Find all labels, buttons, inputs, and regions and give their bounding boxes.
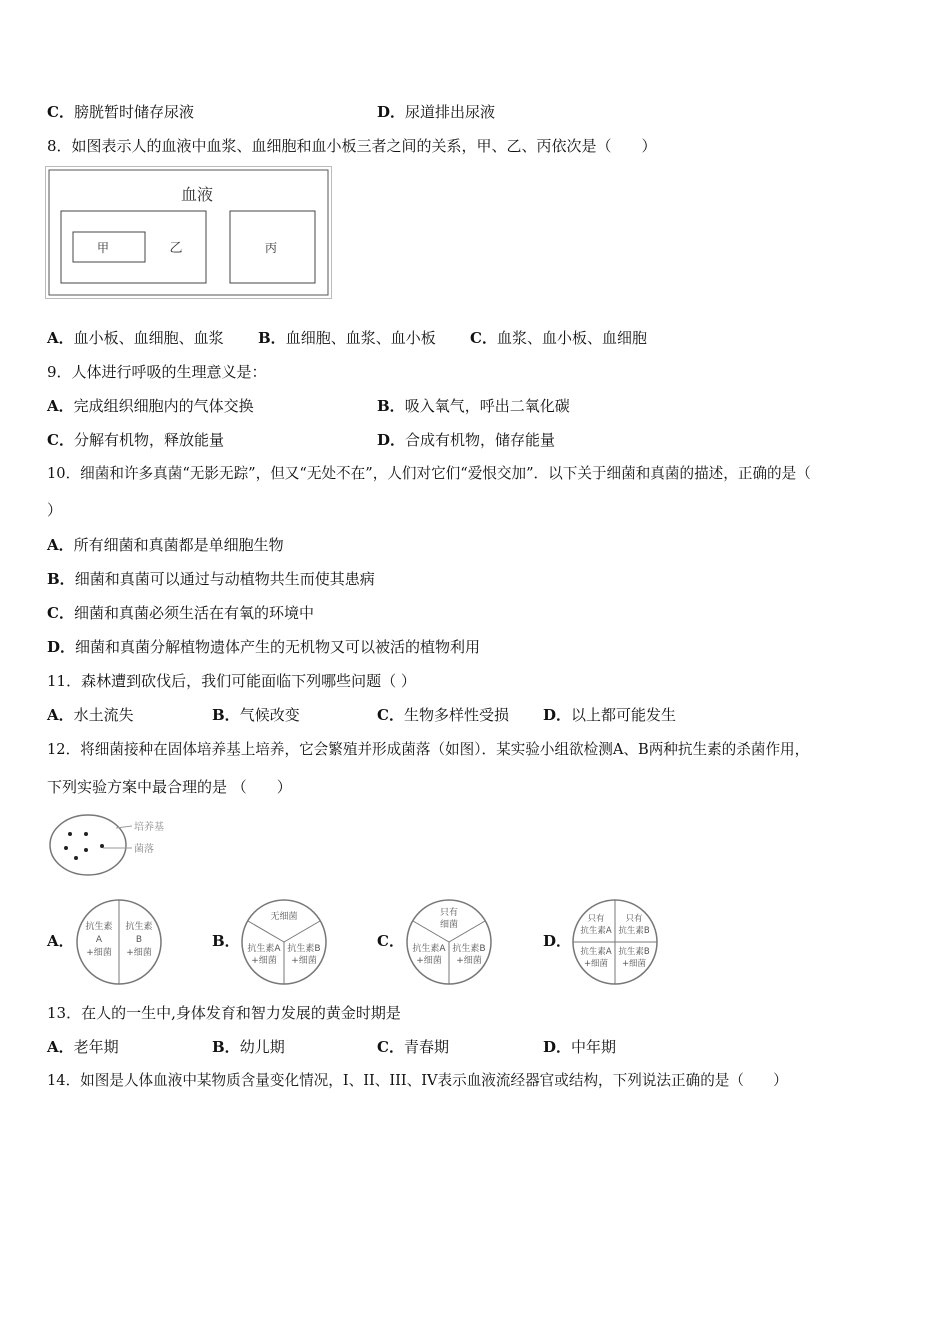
option-letter: B． — [47, 570, 75, 588]
dish-b-top: 无细菌 — [270, 912, 298, 922]
q10-option-a — [47, 535, 284, 555]
option-text: 所有细菌和真菌都是单细胞生物 — [73, 536, 284, 554]
option-text: 中年期 — [571, 1038, 617, 1056]
q12-dish-d — [570, 897, 660, 987]
q8-blood-diagram — [45, 166, 333, 300]
q8-option-a — [47, 328, 224, 348]
q14-stem: 14．如图是人体血液中某物质含量变化情况，I、II、III、IV表示血液流经器官或结构，下列说法正确的是（ ） — [47, 1072, 788, 1089]
q10-stem-line1: 10．细菌和许多真菌“无影无踪”，但又“无处不在”，人们对它们“爱恨交加”．以下关于细菌和真菌的描述，正确的是（ — [47, 465, 811, 482]
option-text: 气候改变 — [239, 706, 300, 724]
option-text: 血细胞、血浆、血小板 — [285, 329, 436, 347]
q11-option-c — [377, 705, 509, 725]
option-letter: C． — [377, 1038, 404, 1056]
q11-option-a — [47, 705, 134, 725]
q10-stem-line2: ） — [47, 501, 63, 519]
q13-option-d — [543, 1037, 616, 1057]
option-text: 细菌和真菌可以通过与动植物共生而使其患病 — [74, 570, 375, 588]
q12-option-d — [543, 931, 571, 951]
dish-b-right-line1: 抗生素B — [287, 944, 321, 954]
dish-d-bl-line2: +细菌 — [583, 959, 609, 969]
option-letter: B． — [212, 706, 240, 724]
q10-option-b — [47, 569, 375, 589]
dish-c-right-line2: +细菌 — [456, 956, 482, 966]
q10-option-d — [47, 637, 480, 657]
option-letter: B． — [212, 932, 240, 950]
q13-option-a — [47, 1037, 119, 1057]
dish-divider — [248, 921, 284, 942]
option-text: 青春期 — [403, 1038, 449, 1056]
q10-option-c — [47, 603, 314, 623]
option-letter: B． — [258, 329, 286, 347]
option-letter: A． — [47, 706, 74, 724]
dish-d-bl-line1: 抗生素A — [580, 947, 612, 957]
option-letter: D． — [543, 1038, 572, 1056]
q11-option-b — [212, 705, 300, 725]
q13-option-b — [212, 1037, 285, 1057]
q8-stem: 8．如图表示人的血液中血浆、血细胞和血小板三者之间的关系，甲、乙、丙依次是（ ） — [47, 137, 657, 155]
dish-c-left-line1: 抗生素A — [412, 944, 446, 954]
q9-option-b — [377, 396, 570, 416]
dish-a-left-line3: +细菌 — [86, 948, 112, 958]
option-text: 以上都可能发生 — [571, 706, 677, 724]
option-text: 幼儿期 — [239, 1038, 285, 1056]
q13-stem: 13．在人的一生中,身体发育和智力发展的黄金时期是 — [47, 1004, 401, 1022]
option-letter: C． — [470, 329, 497, 347]
option-text: 分解有机物，释放能量 — [73, 431, 224, 449]
colony-dot — [68, 832, 72, 836]
option-text: 老年期 — [73, 1038, 119, 1056]
q9-option-c — [47, 430, 224, 450]
dish-b-left-line2: +细菌 — [251, 956, 277, 966]
dish-b-left-line1: 抗生素A — [247, 944, 281, 954]
q8-option-b — [258, 328, 436, 348]
q9-stem: 9．人体进行呼吸的生理意义是： — [47, 363, 267, 381]
dish-b-right-line2: +细菌 — [291, 956, 317, 966]
option-text: 膀胱暂时储存尿液 — [73, 103, 194, 121]
q12-stem-line1: 12．将细菌接种在固体培养基上培养，它会繁殖并形成菌落（如图）．某实验小组欲检测A、B两种抗生素的杀菌作用， — [47, 741, 810, 758]
dish-c-top-line2: 细菌 — [439, 920, 459, 930]
q12-dish-a — [74, 897, 164, 987]
dish-d-tr-line1: 只有 — [625, 914, 643, 924]
label-colony: 菌落 — [134, 844, 154, 855]
option-letter: B． — [377, 397, 405, 415]
option-letter: D． — [543, 706, 572, 724]
option-text: 完成组织细胞内的气体交换 — [73, 397, 254, 415]
option-text: 水土流失 — [73, 706, 134, 724]
option-text: 尿道排出尿液 — [405, 103, 496, 121]
option-letter: C． — [47, 103, 74, 121]
dish-a-right-line1: 抗生素 — [125, 922, 153, 932]
q12-option-b — [212, 931, 240, 951]
q12-dish-c — [404, 897, 494, 987]
dish-a-right-line2: B — [135, 935, 143, 945]
option-text: 合成有机物，储存能量 — [405, 431, 556, 449]
dish-d-tr-line2: 抗生素B — [618, 926, 650, 936]
dish-c-right-line1: 抗生素B — [452, 944, 486, 954]
yi-label: 乙 — [169, 241, 183, 256]
q12-stem-line2: 下列实验方案中最合理的是 （ ） — [47, 778, 292, 796]
option-letter: D． — [543, 932, 572, 950]
q7-option-d — [377, 102, 495, 122]
q11-option-d — [543, 705, 676, 725]
dish-d-tl-line2: 抗生素A — [580, 926, 612, 936]
dish-a-left-line2: A — [95, 935, 103, 945]
q11-stem: 11．森林遭到砍伐后，我们可能面临下列哪些问题（ ） — [47, 672, 416, 690]
dish-a-right-line3: +细菌 — [126, 948, 152, 958]
option-letter: C． — [47, 604, 74, 622]
option-text: 血浆、血小板、血细胞 — [496, 329, 647, 347]
option-text: 血小板、血细胞、血浆 — [73, 329, 224, 347]
colony-dot — [64, 846, 68, 850]
q9-option-d — [377, 430, 555, 450]
option-letter: D． — [47, 638, 76, 656]
q12-option-a — [47, 931, 74, 951]
dish-a-left-line1: 抗生素 — [85, 922, 113, 932]
jia-label: 甲 — [96, 241, 110, 255]
option-letter: A． — [47, 932, 74, 950]
q12-option-c — [377, 931, 404, 951]
option-letter: D． — [377, 103, 406, 121]
petri-dish — [50, 815, 126, 875]
option-text: 细菌和真菌必须生活在有氧的环境中 — [73, 604, 314, 622]
option-letter: A． — [47, 536, 74, 554]
dish-d-br-line1: 抗生素B — [618, 947, 650, 957]
option-letter: B． — [212, 1038, 240, 1056]
option-letter: C． — [377, 706, 404, 724]
colony-dot — [84, 832, 88, 836]
option-letter: C． — [47, 431, 74, 449]
colony-dot — [100, 844, 104, 848]
option-text: 细菌和真菌分解植物遗体产生的无机物又可以被活的植物利用 — [75, 638, 481, 656]
blood-label: 血液 — [180, 185, 214, 204]
dish-c-left-line2: +细菌 — [416, 956, 442, 966]
q9-option-a — [47, 396, 254, 416]
q12-dish-b — [239, 897, 329, 987]
q13-option-c — [377, 1037, 449, 1057]
q7-option-c — [47, 102, 194, 122]
dish-c-top-line1: 只有 — [439, 908, 459, 918]
option-letter: C． — [377, 932, 404, 950]
option-text: 生物多样性受损 — [403, 706, 509, 724]
option-letter: D． — [377, 431, 406, 449]
option-text: 吸入氧气，呼出二氧化碳 — [404, 397, 570, 415]
label-medium: 培养基 — [134, 822, 164, 833]
option-letter: A． — [47, 1038, 74, 1056]
option-letter: A． — [47, 397, 74, 415]
dish-d-br-line2: +细菌 — [621, 959, 647, 969]
colony-dot — [84, 848, 88, 852]
q12-petri-dish-figure — [46, 812, 196, 878]
q8-option-c — [470, 328, 647, 348]
option-letter: A． — [47, 329, 74, 347]
dish-divider — [284, 921, 320, 942]
dish-d-tl-line1: 只有 — [587, 914, 605, 924]
bing-label: 丙 — [264, 241, 278, 255]
colony-dot — [74, 856, 78, 860]
